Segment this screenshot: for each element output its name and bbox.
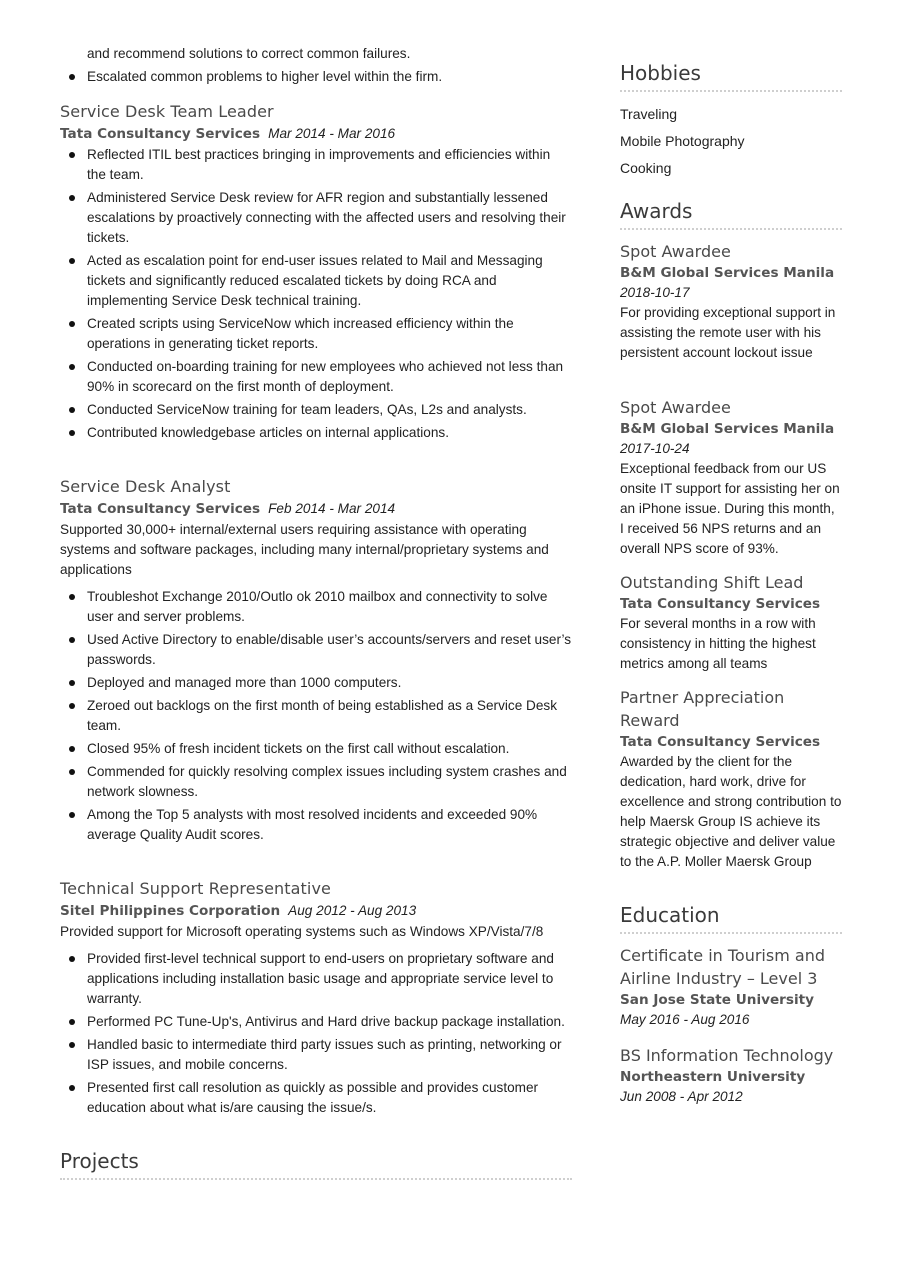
award-entry [620,396,842,559]
section-title-education: Education [620,903,720,927]
award-title: Spot Awardee [620,398,731,417]
award-title: Partner Appreciation Reward [620,688,785,730]
award-entry [620,686,842,872]
section-title-hobbies: Hobbies [620,61,701,85]
hobbies-section [620,60,842,178]
job-meta [60,900,572,921]
section-divider [60,1178,572,1180]
award-date: 2018-10-17 [620,285,690,300]
sidebar-column [620,60,842,1107]
award-date: 2017-10-24 [620,441,690,456]
job-title: Service Desk Analyst [60,477,231,496]
job-meta [60,498,572,519]
experience-column [60,44,572,1180]
bullet-item: Performed PC Tune-Up's, Antivirus and Hard drive backup package installation. [60,1012,572,1032]
job-entry [60,101,572,443]
company-name: Sitel Philippines Corporation [60,903,281,919]
education-entry [620,1044,842,1107]
job-summary: Supported 30,000+ internal/external users requiring assistance with operating systems and software packages, including many internal/proprietary systems and applications [60,522,549,577]
hobby-item: Mobile Photography [620,133,745,149]
section-divider [620,90,842,92]
section-title-awards: Awards [620,199,693,223]
award-organization: Tata Consultancy Services [620,734,821,750]
company-name: Tata Consultancy Services [60,501,261,517]
education-entry [620,944,842,1030]
bullet-item: Commended for quickly resolving complex issues including system crashes and network slowness. [60,762,572,802]
job-entry [60,878,572,1118]
school-name: San Jose State University [620,992,814,1008]
bullet-item: Zeroed out backlogs on the first month of being established as a Service Desk team. [60,696,572,736]
award-organization: B&M Global Services Manila [620,421,835,437]
award-title: Spot Awardee [620,242,731,261]
bullet-item: Provided first-level technical support to end-users on proprietary software and applications including installation basic usage and appropriate service level to warranty. [60,949,572,1009]
bullet-item: Conducted ServiceNow training for team leaders, QAs, L2s and analysts. [60,400,572,420]
education-dates: May 2016 - Aug 2016 [620,1012,750,1027]
job-dates: Feb 2014 - Mar 2014 [268,501,396,516]
school-name: Northeastern University [620,1069,806,1085]
bullet-continuation-text: and recommend solutions to correct common failures. [87,46,411,61]
award-description: Exceptional feedback from our US onsite IT support for assisting her on an iPhone issue. During this month, I received 56 NPS returns and an overall NPS score of 93%. [620,461,840,556]
job-dates: Aug 2012 - Aug 2013 [288,903,417,918]
section-divider [620,228,842,230]
bullet-item: Deployed and managed more than 1000 computers. [60,673,572,693]
job-title: Technical Support Representative [60,879,331,898]
award-description: For several months in a row with consistency in hitting the highest metrics among all teams [620,616,816,671]
job-summary: Provided support for Microsoft operating systems such as Windows XP/Vista/7/8 [60,924,544,939]
bullet-item: Reflected ITIL best practices bringing in improvements and efficiencies within the team. [60,145,572,185]
bullet-item: Troubleshot Exchange 2010/Outlo ok 2010 mailbox and connectivity to solve user and server problems. [60,587,572,627]
education-dates: Jun 2008 - Apr 2012 [620,1089,743,1104]
degree-title: Certificate in Tourism and Airline Industry – Level 3 [620,946,825,988]
bullet-item: Conducted on-boarding training for new employees who achieved not less than 90% in scorecard on the first month of deployment. [60,357,572,397]
job-dates: Mar 2014 - Mar 2016 [268,126,396,141]
job-bullets [60,145,572,443]
projects-section [60,1148,572,1180]
award-description: Awarded by the client for the dedication, hard work, drive for excellence and strong contribution to help Maersk Group IS achieve its strategic objective and deliver value to the A.P. Moller Maersk Group [620,754,842,869]
bullet-item: Contributed knowledgebase articles on internal applications. [60,423,572,443]
degree-title: BS Information Technology [620,1046,834,1065]
awards-section [620,198,842,872]
bullet-item: Handled basic to intermediate third party issues such as printing, networking or ISP issues, and mobile concerns. [60,1035,572,1075]
section-divider [620,932,842,934]
experience-continuation [60,44,572,87]
award-organization: B&M Global Services Manila [620,265,835,281]
bullet-item: Acted as escalation point for end-user issues related to Mail and Messaging tickets and significantly reduced escalated tickets by doing RCA and implementing Service Desk technical training. [60,251,572,311]
bullet-item: Among the Top 5 analysts with most resolved incidents and exceeded 90% average Quality Audit scores. [60,805,572,845]
job-title: Service Desk Team Leader [60,102,274,121]
hobby-item: Cooking [620,160,672,176]
award-entry [620,240,842,363]
award-title: Outstanding Shift Lead [620,573,804,592]
education-section [620,902,842,1107]
company-name: Tata Consultancy Services [60,126,261,142]
award-description: For providing exceptional support in assisting the remote user with his persistent account lockout issue [620,305,836,360]
bullet-item: Closed 95% of fresh incident tickets on the first call without escalation. [60,739,572,759]
bullet-item: Created scripts using ServiceNow which increased efficiency within the operations in generating ticket reports. [60,314,572,354]
bullet-item: Presented first call resolution as quickly as possible and provides customer education about what is/are causing the issue/s. [60,1078,572,1118]
section-title-projects: Projects [60,1149,139,1173]
job-bullets [60,949,572,1118]
bullet-item: Used Active Directory to enable/disable user’s accounts/servers and reset user’s passwords. [60,630,572,670]
bullet-item: Escalated common problems to higher level within the firm. [60,67,572,87]
job-meta [60,123,572,144]
job-entry [60,476,572,845]
award-entry [620,571,842,674]
award-organization: Tata Consultancy Services [620,596,821,612]
hobby-item: Traveling [620,106,678,122]
bullet-item: Administered Service Desk review for AFR region and substantially lessened escalations by proactively connecting with the affected users and resolving their tickets. [60,188,572,248]
job-bullets [60,587,572,845]
